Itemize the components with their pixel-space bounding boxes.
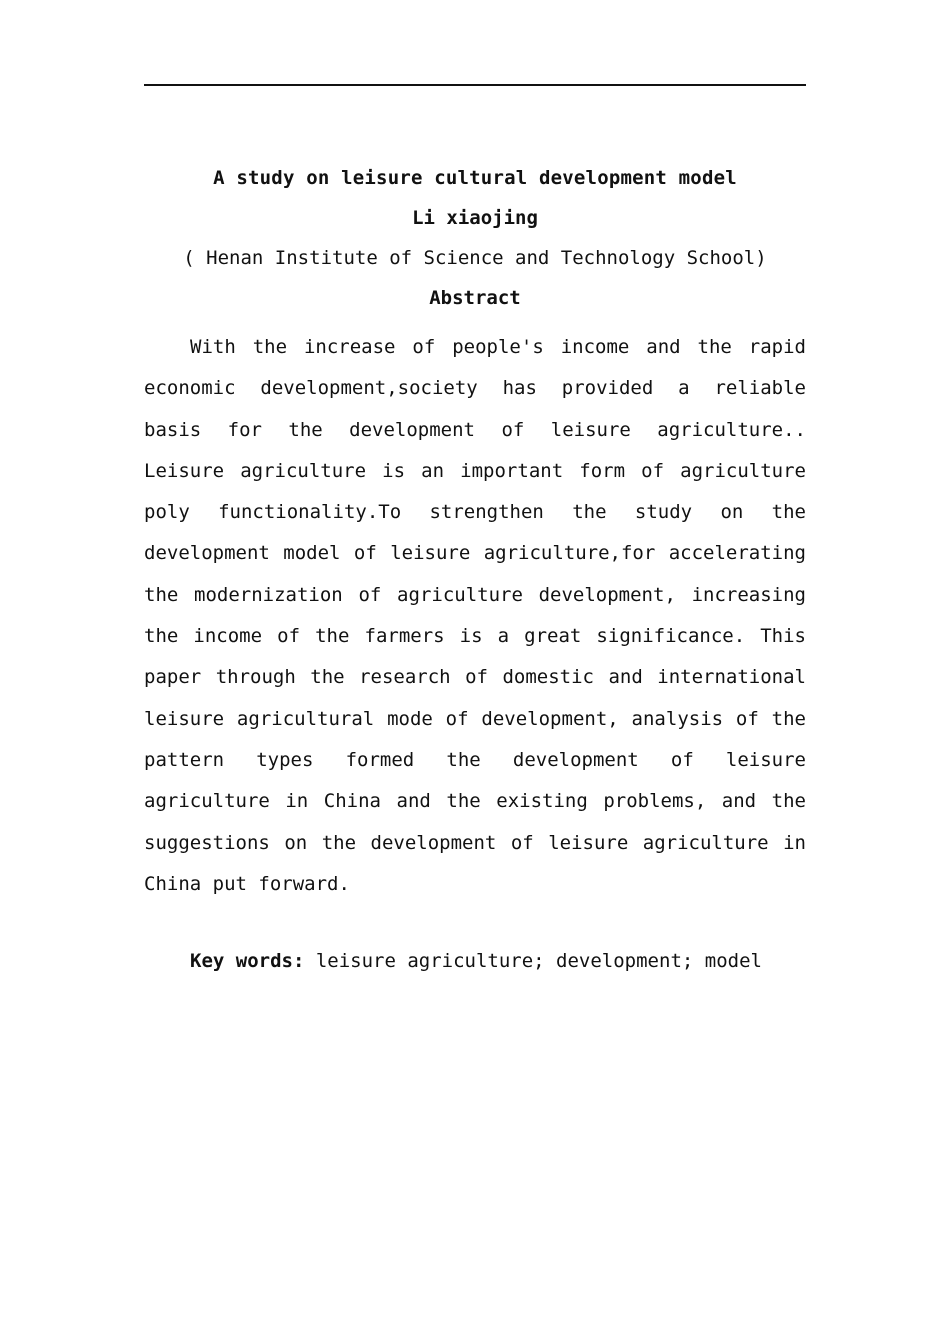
- author-affiliation: ( Henan Institute of Science and Technology School): [183, 247, 767, 269]
- author-name: Li xiaojing: [412, 207, 538, 229]
- keywords-label: Key words:: [190, 950, 305, 972]
- abstract-heading: Abstract: [429, 287, 521, 309]
- abstract-body: With the increase of people's income and the rapid economic development,society has provided a reliable basis for the development of leisure agriculture.. Leisure agriculture is an important form of agriculture poly functionality.To strengthen the study on the development model of leisure agriculture,for accelerating the modernization of agriculture development, increasing the income of the farmers is a great significance. This paper through the research of domestic and international leisure agricultural mode of development, analysis of the pattern types formed the development of leisure agriculture in China and the existing problems, and the suggestions on the development of leisure agriculture in China put forward.: [144, 336, 806, 895]
- document-page: [144, 0, 806, 1344]
- header-rule: [144, 84, 806, 86]
- keywords-line: [190, 941, 762, 981]
- title-block: [144, 158, 806, 318]
- paper-title: A study on leisure cultural development model: [213, 167, 737, 189]
- keywords-text: leisure agriculture; development; model: [304, 950, 762, 972]
